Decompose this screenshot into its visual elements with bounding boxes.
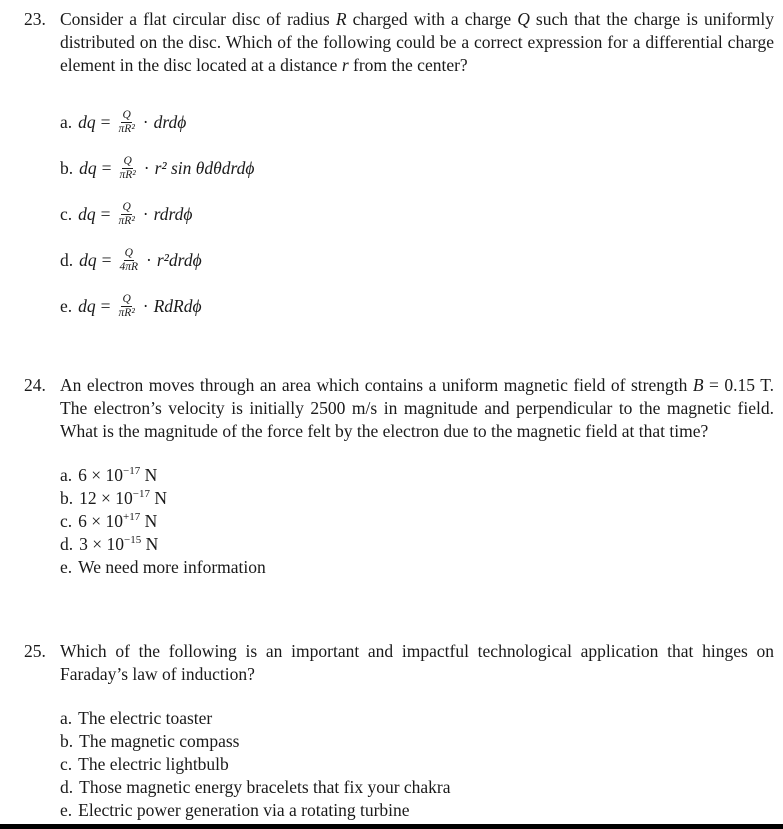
fraction: $\frac{Q}{4\pi R}$: [119, 246, 139, 273]
option-text: The electric lightbulb: [78, 754, 229, 774]
option-c[interactable]: [60, 753, 774, 776]
option-expression: dq = $\frac{Q}{\text{πR²}}$ · drdϕ: [78, 108, 187, 135]
question-number: 25.: [24, 641, 46, 661]
fraction: $\frac{Q}{\text{πR²}}$: [118, 292, 135, 319]
option-text: Electric power generation via a rotating turbine: [78, 800, 410, 820]
question-text: An electron moves through an area which contains a uniform magnetic field of strength B = 0.15 T. The electron’s velocity is initially 2500 m/s in magnitude and perpendicular to the magnetic field. What is the magnitude of the force felt by the electron due to the magnetic field at that time?: [60, 375, 774, 441]
option-text: $12 \times 10^{-17}$ N: [79, 488, 167, 508]
question-text: Consider a flat circular disc of radius R charged with a charge Q such that the charge is uniformly distributed on the disc. Which of the following could be a correct expression for a differential charge element in the disc located at a distance r from the center?: [60, 9, 774, 75]
option-label: d.: [60, 777, 74, 797]
fraction: $\frac{Q}{\text{πR²}}$: [119, 154, 136, 181]
option-text: The magnetic compass: [79, 731, 240, 751]
fraction: $\frac{Q}{\text{πR²}}$: [118, 200, 135, 227]
option-b[interactable]: [60, 145, 774, 191]
option-label: e.: [60, 557, 73, 577]
option-e[interactable]: [60, 556, 774, 579]
option-a[interactable]: [60, 99, 774, 145]
option-label: c.: [60, 754, 73, 774]
option-c[interactable]: [60, 510, 774, 533]
fraction: $\frac{Q}{\text{πR²}}$: [118, 108, 135, 135]
option-a[interactable]: [60, 464, 774, 487]
option-expression: dq = $\frac{Q}{\text{πR²}}$ · r² sin θdθdrdϕ: [79, 154, 255, 181]
question-25: [24, 640, 774, 822]
option-text: $6 \times 10^{-17}$ N: [78, 465, 158, 485]
question-number: 24.: [24, 375, 46, 395]
option-d[interactable]: [60, 776, 774, 799]
option-text: Those magnetic energy bracelets that fix your chakra: [79, 777, 451, 797]
question-text: Which of the following is an important and impactful technological application that hinges on Faraday’s law of induction?: [60, 641, 774, 684]
option-label: c.: [60, 203, 73, 224]
option-label: e.: [60, 800, 73, 820]
option-text: $3 \times 10^{-15}$ N: [79, 534, 159, 554]
page-bottom-edge: [0, 824, 783, 829]
answer-options: [60, 99, 774, 329]
option-text: The electric toaster: [78, 708, 213, 728]
option-c[interactable]: [60, 191, 774, 237]
question-23: [24, 8, 774, 329]
question-stem: [24, 640, 774, 686]
option-text: We need more information: [78, 557, 266, 577]
question-number: 23.: [24, 9, 46, 29]
option-label: a.: [60, 111, 73, 132]
option-d[interactable]: [60, 237, 774, 283]
option-label: b.: [60, 731, 74, 751]
option-label: a.: [60, 708, 73, 728]
answer-options: [60, 464, 774, 579]
option-b[interactable]: [60, 730, 774, 753]
option-label: a.: [60, 465, 73, 485]
question-24: [24, 374, 774, 579]
option-a[interactable]: [60, 707, 774, 730]
option-d[interactable]: [60, 533, 774, 556]
option-label: d.: [60, 249, 74, 270]
option-b[interactable]: [60, 487, 774, 510]
option-label: c.: [60, 511, 73, 531]
option-expression: dq = $\frac{Q}{\text{πR²}}$ · rdrdϕ: [78, 200, 193, 227]
option-text: $6 \times 10^{+17}$ N: [78, 511, 158, 531]
option-label: b.: [60, 157, 74, 178]
option-e[interactable]: [60, 799, 774, 822]
answer-options: [60, 707, 774, 822]
option-label: b.: [60, 488, 74, 508]
option-expression: dq = $\frac{Q}{4\pi R}$ · r²drdϕ: [79, 246, 202, 273]
option-expression: dq = $\frac{Q}{\text{πR²}}$ · RdRdϕ: [78, 292, 202, 319]
option-e[interactable]: [60, 283, 774, 329]
question-stem: [24, 374, 774, 443]
option-label: e.: [60, 295, 73, 316]
option-label: d.: [60, 534, 74, 554]
question-stem: [24, 8, 774, 77]
